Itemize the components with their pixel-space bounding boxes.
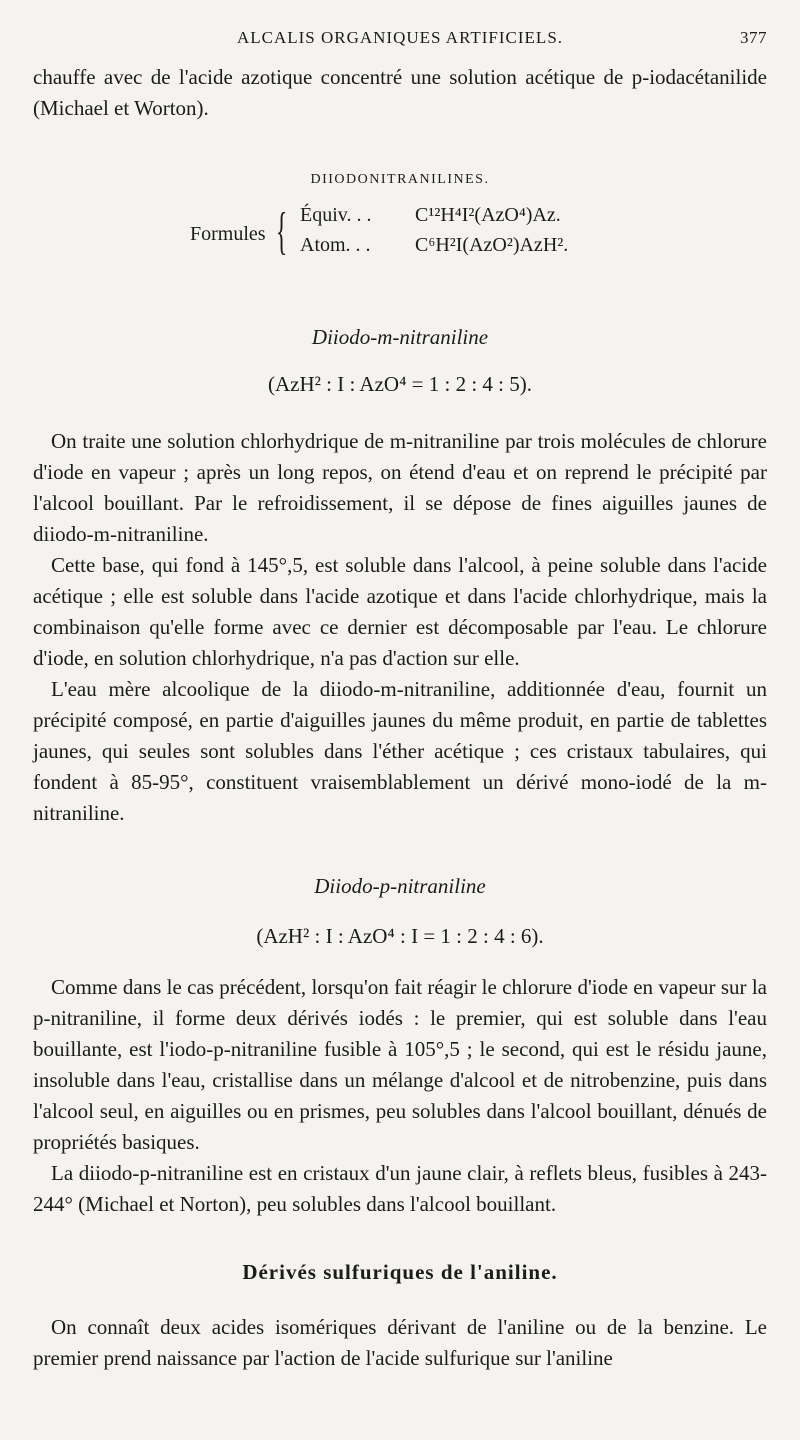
formula-equiv-label: Équiv. . . (300, 204, 372, 226)
para-paragraph-2: La diiodo-p-nitraniline est en cristaux d'un jaune clair, à reflets bleus, fusibles à 243-244° (Michael et Norton), peu solubles dans l'alcool bouillant. (33, 1161, 767, 1216)
formula-atom-row (300, 234, 568, 257)
sulfuric-heading: Dérivés sulfuriques de l'aniline. (242, 1260, 558, 1284)
meta-compound-text (33, 426, 767, 829)
running-head-title: ALCALIS ORGANIQUES ARTIFICIELS. (236, 28, 564, 47)
formula-atom-label: Atom. . . (300, 234, 371, 256)
meta-compound-ratio: (AzH² : I : AzO⁴ = 1 : 2 : 4 : 5). (267, 372, 532, 396)
sulfuric-text (33, 1312, 767, 1374)
page-number: 377 (740, 28, 767, 47)
para-compound-name: Diiodo-p-nitraniline (314, 874, 486, 898)
meta-paragraph-3: L'eau mère alcoolique de la diiodo-m-nitraniline, additionnée d'eau, fournit un précipité composé, en partie d'aiguilles jaunes du même produit, en partie de tablettes jaunes, qui seules sont solubles dans l'éther acétique ; ces cristaux tabulaires, qui fondent à 85-95°, constituent vraisemblablement un dérivé mono-iodé de la m-nitraniline. (33, 677, 767, 825)
formula-atom-value: C⁶H²I(AzO²)AzH². (415, 234, 569, 256)
formula-block (190, 202, 620, 272)
meta-paragraph-1: On traite une solution chlorhydrique de m-nitraniline par trois molécules de chlorure d'iode en vapeur ; après un long repos, on étend d'eau et on reprend le précipité par l'alcool bouillant. Par le refroidissement, il se dépose de fines aiguilles jaunes de diiodo-m-nitraniline. (33, 429, 767, 546)
para-paragraph-1: Comme dans le cas précédent, lorsqu'on fait réagir le chlorure d'iode en vapeur sur la p-nitraniline, il forme deux dérivés iodés : le premier, qui est soluble dans l'eau bouillante, est l'iodo-p-nitraniline fusible à 105°,5 ; le second, qui est le résidu jaune, insoluble dans l'eau, cristallise dans un mélange d'alcool et de nitrobenzine, puis dans l'alcool seul, en aiguilles ou en prismes, peu solubles dans l'alcool bouillant, dénués de propriétés basiques. (33, 975, 767, 1154)
meta-paragraph-2: Cette base, qui fond à 145°,5, est soluble dans l'alcool, à peine soluble dans l'acide acétique ; elle est soluble dans l'acide azotique et dans l'acide chlorhydrique, mais la combinaison qu'elle forme avec ce dernier est décomposable par l'eau. Le chlorure d'iode, en solution chlorhydrique, n'a pas d'action sur elle. (33, 553, 767, 670)
para-compound-text (33, 972, 767, 1220)
formula-equiv-row (300, 204, 561, 227)
sulfuric-paragraph-1: On connaît deux acides isomériques dérivant de l'aniline ou de la benzine. Le premier prend naissance par l'action de l'acide sulfurique sur l'aniline (33, 1315, 767, 1370)
running-head (33, 28, 767, 52)
meta-compound-name: Diiodo-m-nitraniline (311, 325, 489, 349)
intro-paragraph (33, 62, 767, 124)
section-title: DIIODONITRANILINES. (310, 172, 490, 187)
para-compound-ratio: (AzH² : I : AzO⁴ : I = 1 : 2 : 4 : 6). (256, 924, 544, 948)
intro-text: chauffe avec de l'acide azotique concentré une solution acétique de p-iodacétanilide (Michael et Worton). (33, 65, 767, 120)
brace-symbol: { (276, 203, 288, 260)
formulas-label: Formules (190, 223, 266, 245)
formula-equiv-value: C¹²H⁴I²(AzO⁴)Az. (415, 204, 561, 226)
